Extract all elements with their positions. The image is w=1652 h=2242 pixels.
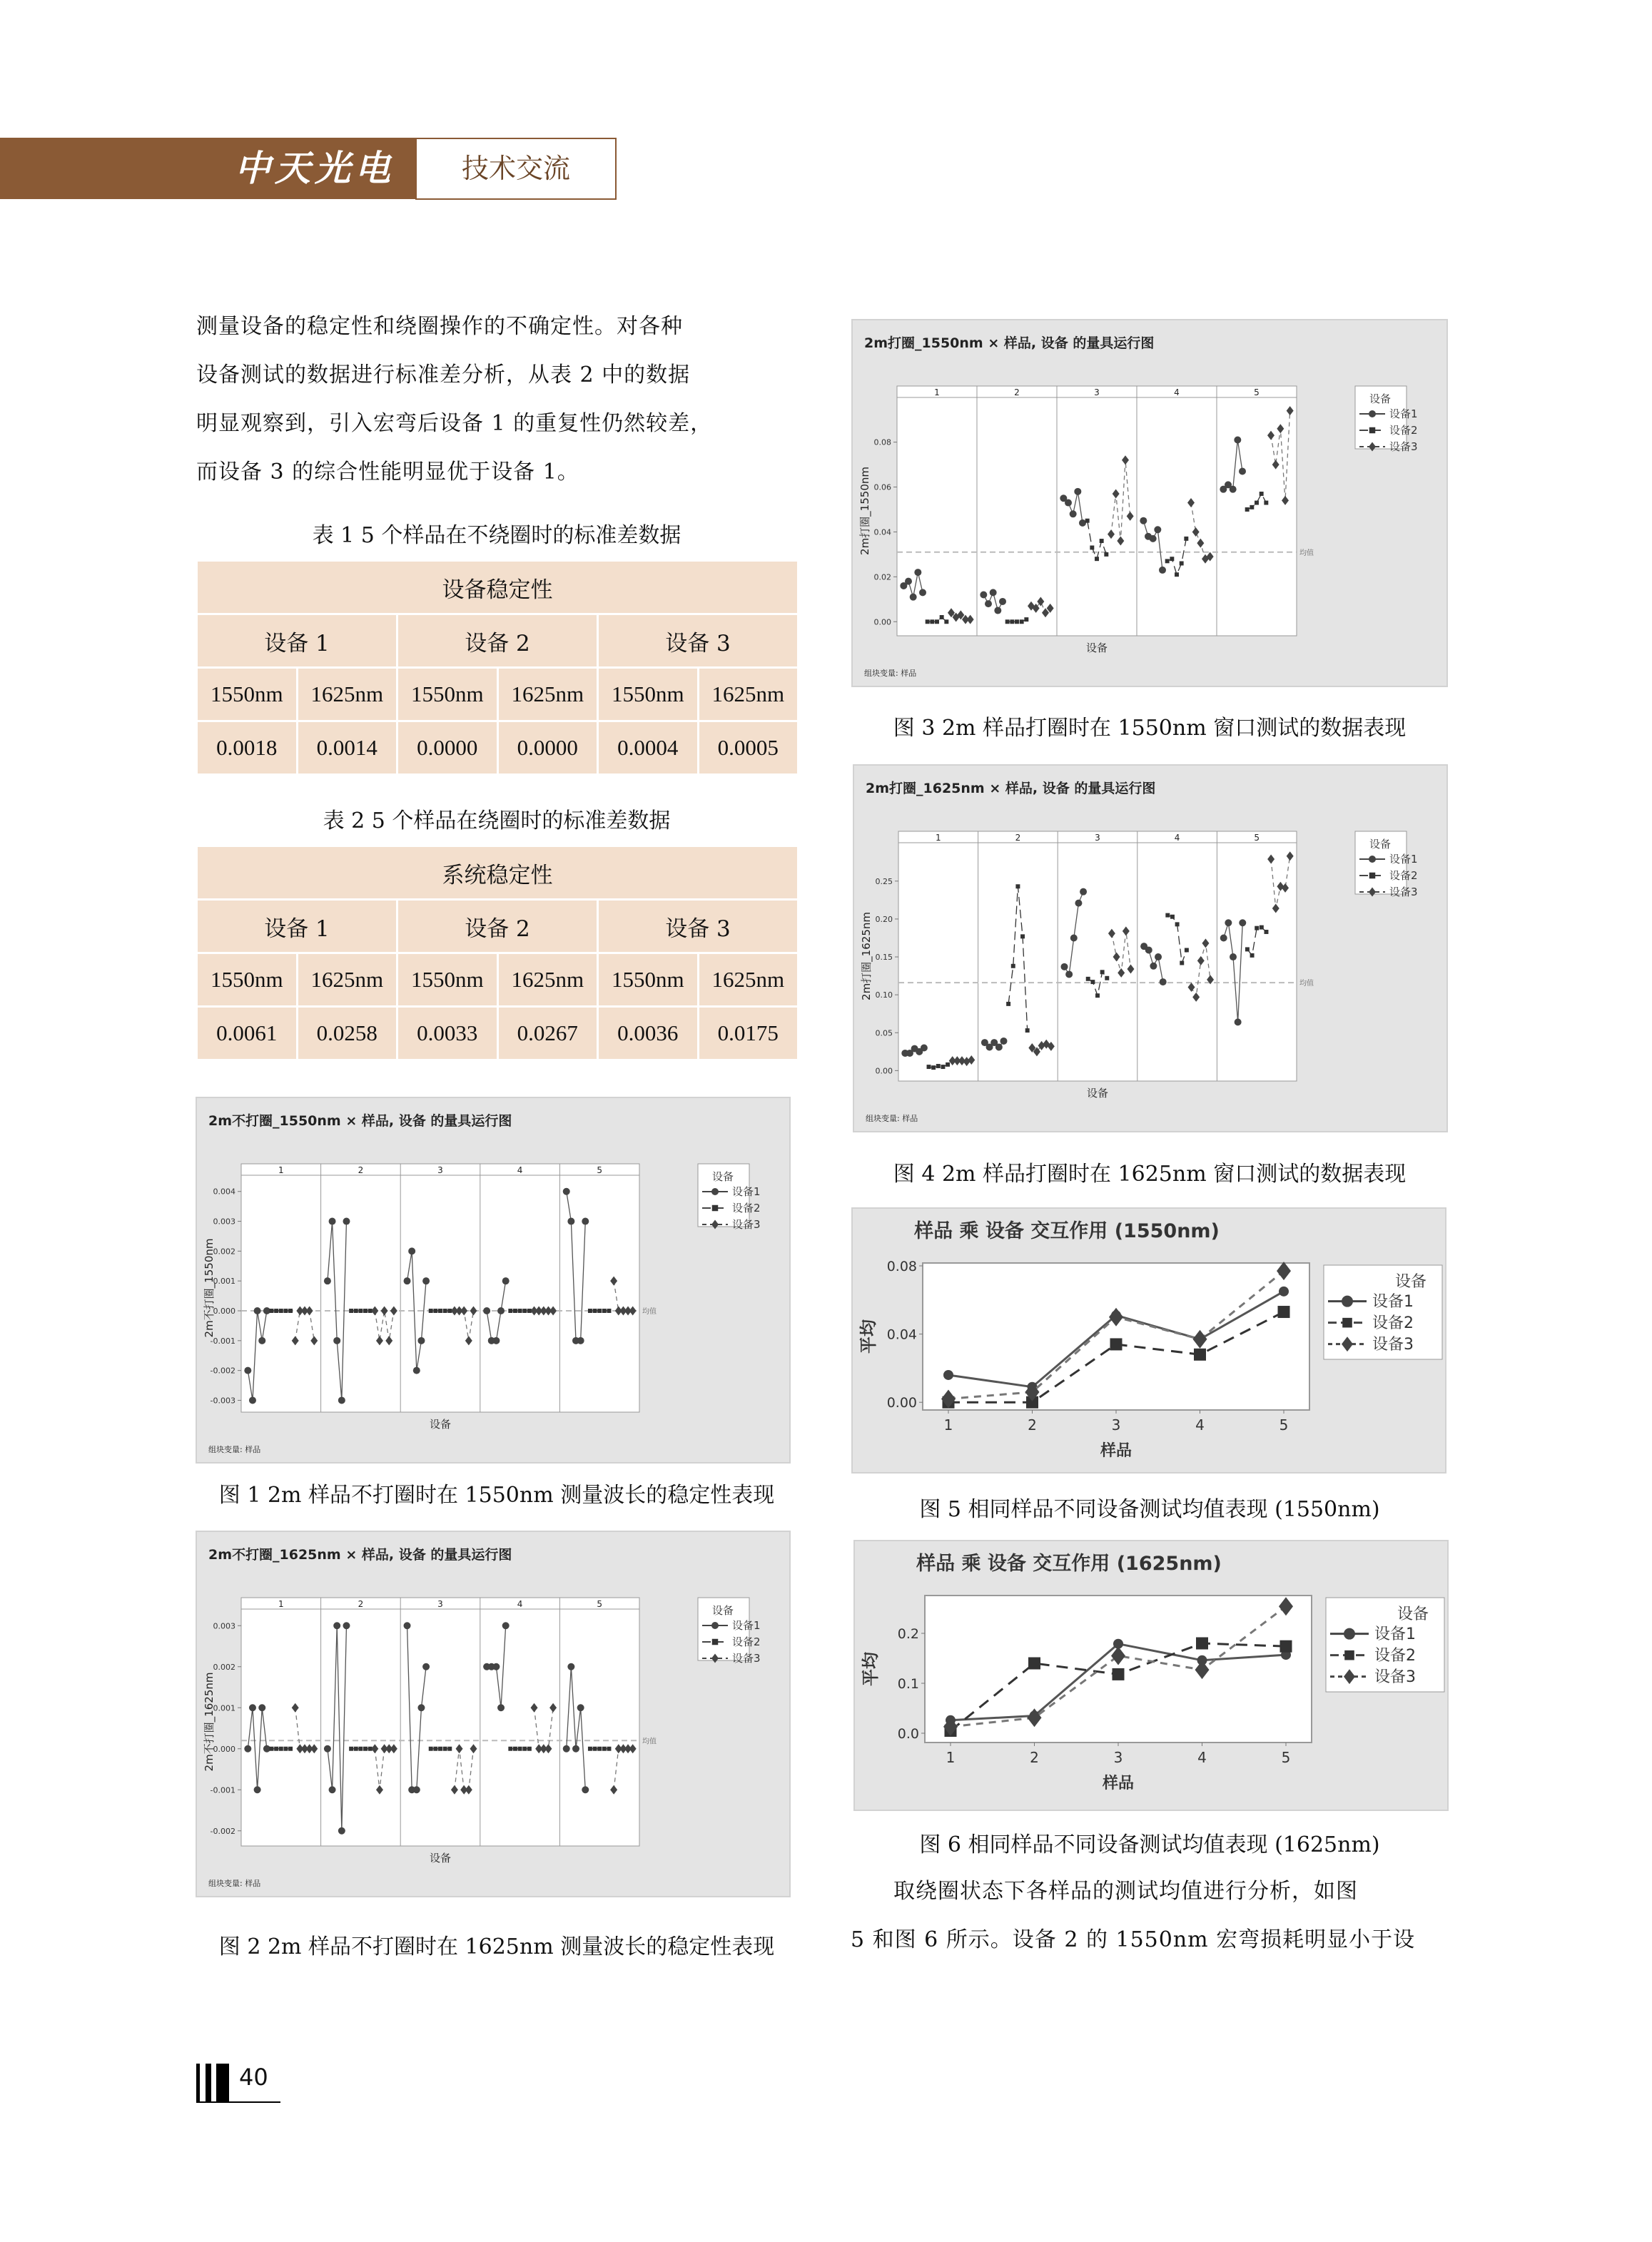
svg-text:设备: 设备 <box>429 1852 452 1865</box>
svg-text:设备2: 设备2 <box>1389 869 1418 882</box>
svg-text:设备3: 设备3 <box>732 1652 761 1665</box>
svg-text:-0.002: -0.002 <box>210 1366 235 1376</box>
table1-title: 设备稳定性 <box>197 561 799 614</box>
svg-text:设备2: 设备2 <box>1389 424 1418 437</box>
svg-text:0.04: 0.04 <box>873 527 891 537</box>
table2-value: 0.0061 <box>197 1007 298 1060</box>
table2-value: 0.0258 <box>297 1007 397 1060</box>
svg-text:均值: 均值 <box>642 1308 657 1316</box>
svg-text:2: 2 <box>358 1599 364 1609</box>
svg-text:0.00: 0.00 <box>875 1066 893 1076</box>
table1-group: 设备 2 <box>397 614 598 668</box>
table2-value: 0.0036 <box>598 1007 699 1060</box>
svg-text:设备: 设备 <box>1085 641 1108 654</box>
table1 <box>196 559 799 776</box>
svg-text:0.001: 0.001 <box>213 1277 235 1287</box>
figure-2-caption: 图 2 2m 样品不打圈时在 1625nm 测量波长的稳定性表现 <box>218 1934 775 1959</box>
table1-caption: 表 1 5 个样品在不绕圈时的标准差数据 <box>312 523 681 548</box>
svg-text:2m打圈_1550nm: 2m打圈_1550nm <box>858 467 871 555</box>
table1-wavelength: 1550nm <box>598 668 699 721</box>
svg-text:2m打圈_1625nm: 2m打圈_1625nm <box>860 912 873 1000</box>
series-2 <box>349 1309 373 1313</box>
table1-value: 0.0014 <box>297 721 397 775</box>
svg-text:0.000: 0.000 <box>213 1744 235 1754</box>
text-line: 5 和图 6 所示。设备 2 的 1550nm 宏弯损耗明显小于设 <box>851 1927 1416 1952</box>
svg-text:设备: 设备 <box>429 1418 452 1431</box>
svg-text:0.002: 0.002 <box>213 1247 235 1257</box>
series-2 <box>429 1309 452 1313</box>
svg-text:5: 5 <box>1279 1416 1289 1434</box>
svg-text:0.0: 0.0 <box>897 1726 919 1742</box>
svg-text:0.003: 0.003 <box>213 1217 235 1227</box>
svg-text:设备1: 设备1 <box>1372 1293 1414 1311</box>
svg-text:2: 2 <box>1028 1416 1037 1434</box>
table1-value: 0.0004 <box>598 721 699 775</box>
svg-text:-0.001: -0.001 <box>210 1785 235 1795</box>
table2-title: 系统稳定性 <box>197 846 799 900</box>
series-3 <box>531 1307 557 1316</box>
svg-text:-0.001: -0.001 <box>210 1336 235 1346</box>
figure-4-run-chart <box>853 764 1448 1132</box>
figure-2-run-chart <box>196 1531 791 1897</box>
svg-text:2: 2 <box>1014 387 1020 397</box>
svg-text:3: 3 <box>1113 1749 1123 1766</box>
series-2 <box>429 1747 452 1751</box>
svg-text:4: 4 <box>1174 387 1180 397</box>
text-line: 明显观察到，引入宏弯后设备 1 的重复性仍然较差， <box>196 411 713 436</box>
table2-value: 0.0175 <box>698 1007 799 1060</box>
svg-text:设备3: 设备3 <box>1389 886 1418 898</box>
series-2 <box>270 1747 293 1751</box>
section-label: 技术交流 <box>415 138 617 200</box>
table1-wavelength: 1550nm <box>397 668 498 721</box>
chart-legend <box>1355 831 1418 898</box>
figure-5-caption: 图 5 相同样品不同设备测试均值表现 (1550nm) <box>919 1497 1380 1522</box>
svg-text:设备2: 设备2 <box>732 1635 761 1648</box>
svg-text:0.05: 0.05 <box>875 1028 893 1038</box>
svg-text:样品 乘 设备 交互作用 (1625nm): 样品 乘 设备 交互作用 (1625nm) <box>916 1553 1222 1575</box>
svg-text:-0.003: -0.003 <box>210 1396 235 1406</box>
figure-6-caption: 图 6 相同样品不同设备测试均值表现 (1625nm) <box>919 1832 1380 1857</box>
page-number: 40 <box>239 2064 268 2091</box>
svg-text:4: 4 <box>517 1599 523 1609</box>
figure-5-interaction-chart <box>851 1207 1446 1473</box>
svg-text:3: 3 <box>1111 1416 1121 1434</box>
table2-group: 设备 3 <box>598 900 799 953</box>
svg-text:0.25: 0.25 <box>875 876 893 886</box>
svg-text:2m打圈_1625nm × 样品, 设备 的量具运行图: 2m打圈_1625nm × 样品, 设备 的量具运行图 <box>866 781 1156 796</box>
chart-legend <box>1326 1598 1444 1692</box>
svg-text:0.02: 0.02 <box>873 572 891 582</box>
svg-text:0.08: 0.08 <box>886 1259 917 1274</box>
svg-text:1: 1 <box>278 1165 284 1175</box>
body-paragraph-right <box>851 1867 1449 1964</box>
table2 <box>196 845 799 1061</box>
svg-text:均值: 均值 <box>642 1738 657 1746</box>
svg-text:0.04: 0.04 <box>886 1327 917 1343</box>
table2-value: 0.0033 <box>397 1007 498 1060</box>
svg-text:设备1: 设备1 <box>1389 853 1418 866</box>
svg-text:设备1: 设备1 <box>1374 1625 1416 1643</box>
svg-text:设备1: 设备1 <box>732 1185 761 1198</box>
svg-text:3: 3 <box>437 1599 443 1609</box>
svg-text:0.08: 0.08 <box>873 437 891 447</box>
series-2 <box>588 1309 612 1313</box>
svg-text:2m不打圈_1550nm × 样品, 设备 的量具运行图: 2m不打圈_1550nm × 样品, 设备 的量具运行图 <box>208 1113 512 1129</box>
figure-3-caption: 图 3 2m 样品打圈时在 1550nm 窗口测试的数据表现 <box>893 716 1407 741</box>
svg-text:设备2: 设备2 <box>1372 1314 1414 1332</box>
svg-text:均值: 均值 <box>1299 980 1314 988</box>
table1-wavelength: 1625nm <box>297 668 397 721</box>
svg-text:0.2: 0.2 <box>897 1626 919 1642</box>
svg-text:设备: 设备 <box>711 1170 734 1183</box>
brand-logo: 中天光电 <box>235 147 395 189</box>
svg-text:0.002: 0.002 <box>213 1662 235 1672</box>
svg-text:3: 3 <box>437 1165 443 1175</box>
table2-wavelength: 1550nm <box>598 953 699 1007</box>
svg-text:0.20: 0.20 <box>875 914 893 924</box>
svg-text:设备: 设备 <box>1086 1087 1109 1100</box>
svg-text:5: 5 <box>597 1599 603 1609</box>
table2-group: 设备 1 <box>197 900 397 953</box>
svg-text:2m不打圈_1625nm: 2m不打圈_1625nm <box>203 1672 216 1772</box>
svg-text:1: 1 <box>946 1749 956 1766</box>
svg-text:组块变量: 样品: 组块变量: 样品 <box>208 1879 261 1888</box>
svg-text:设备: 设备 <box>711 1604 734 1617</box>
table1-wavelength: 1625nm <box>497 668 598 721</box>
svg-text:设备3: 设备3 <box>1374 1668 1416 1686</box>
svg-text:设备3: 设备3 <box>1389 440 1418 453</box>
table2-caption: 表 2 5 个样品在绕圈时的标准差数据 <box>323 808 671 833</box>
svg-text:1: 1 <box>278 1599 284 1609</box>
table1-value: 0.0005 <box>698 721 799 775</box>
svg-text:设备1: 设备1 <box>1389 407 1418 420</box>
svg-text:设备2: 设备2 <box>1374 1647 1416 1665</box>
svg-text:均值: 均值 <box>1299 549 1314 557</box>
series-2 <box>588 1747 612 1751</box>
svg-text:设备2: 设备2 <box>732 1202 761 1214</box>
chart-legend <box>698 1598 761 1665</box>
svg-text:0.001: 0.001 <box>213 1703 235 1713</box>
svg-text:3: 3 <box>1095 833 1100 843</box>
table2-wavelength: 1550nm <box>197 953 298 1007</box>
svg-text:4: 4 <box>1197 1749 1207 1766</box>
svg-text:设备: 设备 <box>1369 838 1391 851</box>
figure-1-caption: 图 1 2m 样品不打圈时在 1550nm 测量波长的稳定性表现 <box>218 1483 775 1508</box>
chart-legend <box>698 1164 761 1231</box>
svg-text:样品 乘 设备 交互作用 (1550nm): 样品 乘 设备 交互作用 (1550nm) <box>914 1220 1220 1242</box>
svg-text:0.06: 0.06 <box>873 482 891 492</box>
svg-text:平均: 平均 <box>861 1652 881 1686</box>
table1-group: 设备 1 <box>197 614 397 668</box>
table2-wavelength: 1625nm <box>698 953 799 1007</box>
figure-4-caption: 图 4 2m 样品打圈时在 1625nm 窗口测试的数据表现 <box>893 1162 1407 1187</box>
svg-text:0.15: 0.15 <box>875 953 893 963</box>
table1-value: 0.0000 <box>397 721 498 775</box>
svg-text:设备: 设备 <box>1394 1273 1427 1291</box>
svg-text:2: 2 <box>358 1165 364 1175</box>
svg-text:3: 3 <box>1094 387 1100 397</box>
table1-wavelength: 1625nm <box>698 668 799 721</box>
svg-text:2m打圈_1550nm × 样品, 设备 的量具运行图: 2m打圈_1550nm × 样品, 设备 的量具运行图 <box>864 335 1155 351</box>
series-2 <box>508 1747 532 1751</box>
svg-text:0.10: 0.10 <box>875 990 893 1000</box>
svg-text:5: 5 <box>1254 833 1260 843</box>
svg-text:5: 5 <box>597 1165 603 1175</box>
svg-text:1: 1 <box>943 1416 953 1434</box>
svg-text:4: 4 <box>1195 1416 1205 1434</box>
svg-text:1: 1 <box>934 387 940 397</box>
figure-1-run-chart <box>196 1097 791 1464</box>
svg-text:4: 4 <box>517 1165 523 1175</box>
svg-text:组块变量: 样品: 组块变量: 样品 <box>866 1114 918 1123</box>
svg-text:组块变量: 样品: 组块变量: 样品 <box>864 669 917 678</box>
svg-text:5: 5 <box>1281 1749 1291 1766</box>
svg-text:设备3: 设备3 <box>1372 1336 1414 1354</box>
text-line: 测量设备的稳定性和绕圈操作的不确定性。对各种 <box>196 314 683 339</box>
svg-text:0.1: 0.1 <box>897 1676 919 1692</box>
svg-text:0.00: 0.00 <box>886 1395 917 1411</box>
table2-wavelength: 1625nm <box>497 953 598 1007</box>
svg-text:1: 1 <box>935 833 941 843</box>
svg-text:2m不打圈_1625nm × 样品, 设备 的量具运行图: 2m不打圈_1625nm × 样品, 设备 的量具运行图 <box>208 1547 512 1563</box>
svg-text:5: 5 <box>1254 387 1260 397</box>
body-paragraph-left <box>196 303 797 497</box>
svg-text:设备: 设备 <box>1369 392 1391 405</box>
figure-6-interaction-chart <box>853 1540 1449 1811</box>
figure-3-run-chart <box>851 319 1448 687</box>
table1-value: 0.0018 <box>197 721 298 775</box>
chart-legend <box>1324 1265 1442 1359</box>
table2-group: 设备 2 <box>397 900 598 953</box>
svg-text:4: 4 <box>1174 833 1180 843</box>
svg-text:样品: 样品 <box>1100 1442 1132 1460</box>
svg-text:2m不打圈_1550nm: 2m不打圈_1550nm <box>203 1238 216 1338</box>
svg-text:设备: 设备 <box>1397 1606 1429 1623</box>
table1-value: 0.0000 <box>497 721 598 775</box>
svg-text:0.00: 0.00 <box>873 617 891 627</box>
svg-text:2: 2 <box>1030 1749 1039 1766</box>
svg-text:0.003: 0.003 <box>213 1621 235 1631</box>
svg-text:平均: 平均 <box>858 1319 878 1354</box>
svg-text:样品: 样品 <box>1102 1775 1135 1792</box>
svg-text:设备3: 设备3 <box>732 1218 761 1231</box>
text-line: 设备测试的数据进行标准差分析，从表 2 中的数据 <box>196 362 691 387</box>
svg-text:设备1: 设备1 <box>732 1619 761 1632</box>
text-line: 而设备 3 的综合性能明显优于设备 1。 <box>196 460 579 485</box>
series-2 <box>508 1309 532 1313</box>
chart-legend <box>1355 386 1418 453</box>
text-line: 取绕圈状态下各样品的测试均值进行分析，如图 <box>893 1879 1358 1904</box>
series-2 <box>270 1309 293 1313</box>
table1-group: 设备 3 <box>598 614 799 668</box>
svg-text:-0.002: -0.002 <box>210 1826 235 1836</box>
svg-text:2: 2 <box>1015 833 1021 843</box>
svg-text:0.000: 0.000 <box>213 1307 235 1316</box>
table1-wavelength: 1550nm <box>197 668 298 721</box>
table2-wavelength: 1550nm <box>397 953 498 1007</box>
svg-text:组块变量: 样品: 组块变量: 样品 <box>208 1445 261 1454</box>
table2-value: 0.0267 <box>497 1007 598 1060</box>
series-2 <box>349 1747 373 1751</box>
svg-text:0.004: 0.004 <box>213 1187 235 1197</box>
table2-wavelength: 1625nm <box>297 953 397 1007</box>
